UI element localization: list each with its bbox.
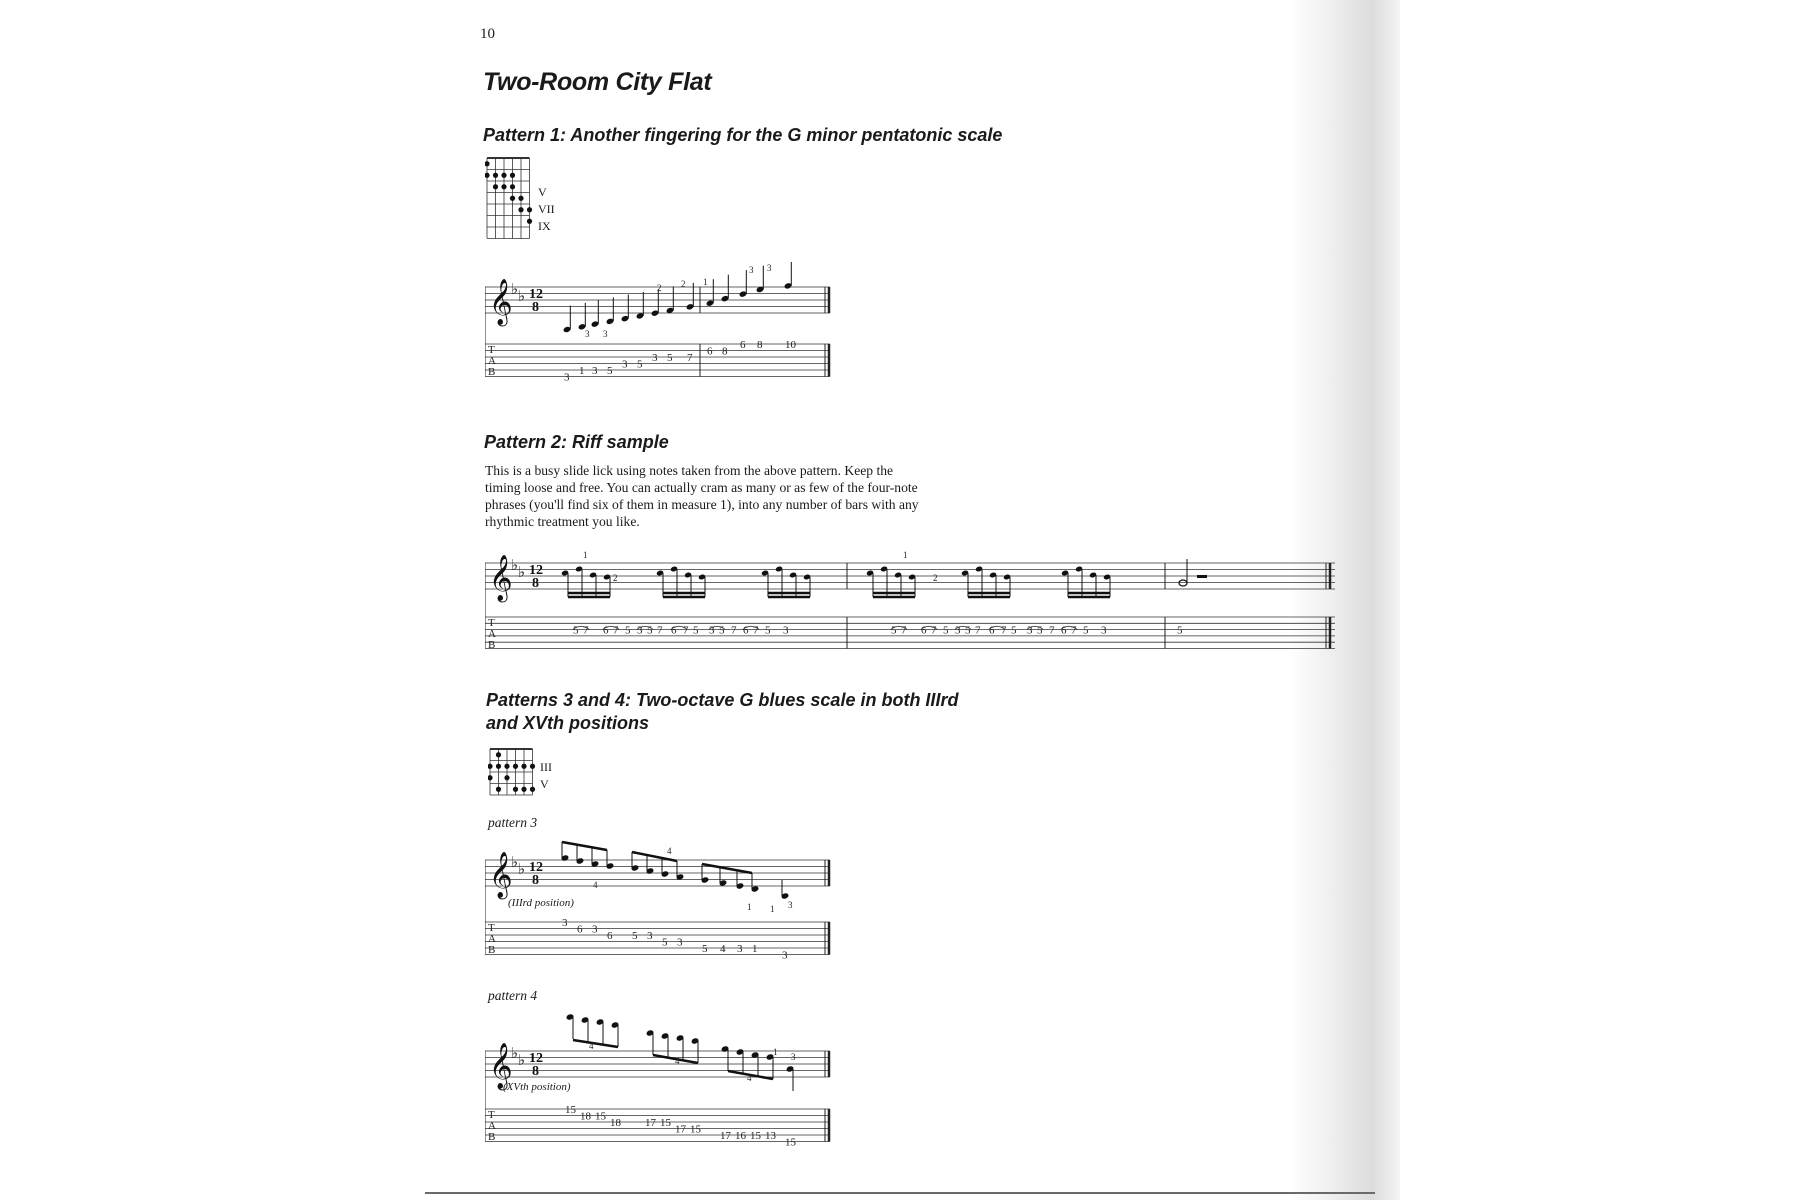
pattern1-tab-number: 6 xyxy=(707,345,713,358)
pattern1-tab-number: 3 xyxy=(592,365,598,377)
pattern4-tab-number: 17 xyxy=(645,1117,656,1129)
fretboard-dot xyxy=(488,775,493,780)
pattern3-tab-number: 3 xyxy=(647,930,653,942)
pattern4-beam xyxy=(573,1040,618,1047)
pattern4-tab-number: 18 xyxy=(610,1117,621,1129)
pattern4-tab-number: 16 xyxy=(735,1130,746,1142)
pattern2-time-signature-top: 12 xyxy=(529,563,543,578)
treble-clef: 𝄞 xyxy=(489,1043,513,1088)
pattern2-description-line: This is a busy slide lick using notes taken from the above pattern. Keep the xyxy=(485,463,894,478)
pattern4-caption: pattern 4 xyxy=(488,988,538,1003)
pattern2-tab-number: 7 xyxy=(975,624,981,637)
fretboard-dot xyxy=(518,196,523,201)
pattern2-fingering: 2 xyxy=(613,573,618,583)
pattern2-tab-number: 7 xyxy=(1071,624,1077,637)
fretboard-dot xyxy=(496,764,501,769)
fretboard-dot xyxy=(504,764,509,769)
page-title: Two-Room City Flat xyxy=(483,68,712,96)
pattern2-tab-number: 5 xyxy=(765,624,771,637)
pattern4-tab-number: 17 xyxy=(675,1123,686,1136)
pattern2-tab-number: 5 xyxy=(965,624,971,637)
pattern1-fret-label-ix: IX xyxy=(538,219,551,233)
fretboard-dot xyxy=(527,219,532,224)
pattern4-position-label: (XVth position) xyxy=(503,1081,571,1093)
tab-clef-letter: A xyxy=(488,1120,496,1132)
pattern1-tab-number: 8 xyxy=(757,339,763,351)
fretboard-dot xyxy=(493,173,498,178)
treble-clef: 𝄞 xyxy=(489,852,513,897)
pattern4-fingering: 1 xyxy=(773,1047,778,1057)
pattern3-caption: pattern 3 xyxy=(488,815,538,830)
pattern2-tab-number: 6 xyxy=(603,624,609,637)
pattern2-tab-number: 7 xyxy=(613,624,619,637)
tab-clef-letter: B xyxy=(488,366,496,378)
tab-clef-letter: A xyxy=(488,355,496,367)
pattern2-tab-number: 3 xyxy=(1027,624,1033,637)
pattern1-tab-number: 5 xyxy=(637,358,643,371)
treble-clef: 𝄞 xyxy=(489,555,513,600)
pattern1-tab-number: 10 xyxy=(785,339,796,351)
pattern2-description xyxy=(485,462,1045,530)
fretboard-dot xyxy=(501,184,506,189)
pattern2-tab-number: 5 xyxy=(693,624,699,637)
pattern3-time-signature-bottom: 8 xyxy=(532,873,539,888)
pattern1-tab-number: 3 xyxy=(622,358,628,371)
pattern3-position-label: (IIIrd position) xyxy=(508,897,574,909)
pattern2-tab-number: 6 xyxy=(921,624,927,637)
pattern1-tab-number: 3 xyxy=(652,352,658,364)
tab-clef-letter: T xyxy=(488,617,495,629)
fretboard-dot xyxy=(488,764,493,769)
fretboard-dot xyxy=(510,196,515,201)
pattern2-tab-number: 7 xyxy=(753,624,759,637)
fretboard-dot xyxy=(530,787,535,792)
treble-clef: 𝄞 xyxy=(489,279,513,324)
pattern1-tab-number: 3 xyxy=(564,371,570,384)
pattern4-time-signature-bottom: 8 xyxy=(532,1064,539,1079)
fretboard-dot xyxy=(518,207,523,212)
key-signature-flat: ♭ xyxy=(511,1046,519,1062)
pattern2-tab-number: 7 xyxy=(657,624,663,637)
key-signature-flat: ♭ xyxy=(518,289,526,305)
pattern2-fingering: 1 xyxy=(903,550,908,560)
fretboard-dot xyxy=(513,787,518,792)
fretboard-dot xyxy=(496,752,501,757)
pattern2-tab-number: 7 xyxy=(901,624,907,637)
pattern4-tab-number: 15 xyxy=(595,1110,606,1123)
pattern2-tab-number: 5 xyxy=(943,624,949,637)
pattern4-tab-number: 17 xyxy=(720,1130,731,1142)
pattern2-tab-number: 6 xyxy=(671,624,677,637)
pattern3-beam xyxy=(562,842,607,850)
pattern1-tab-number: 8 xyxy=(722,345,728,358)
pattern2-fingering: 2 xyxy=(933,573,938,583)
pattern3-tab-number: 3 xyxy=(592,923,598,936)
patterns34-heading-line1: Patterns 3 and 4: Two-octave G blues scale in both IIIrd xyxy=(486,690,959,710)
fretboard-dot xyxy=(513,764,518,769)
pattern3-tab-number: 4 xyxy=(720,943,726,955)
pattern1-tab-number: 5 xyxy=(667,352,673,364)
tab-clef-letter: T xyxy=(488,922,495,934)
fretboard-dot xyxy=(501,173,506,178)
pattern2-tab-number: 7 xyxy=(683,624,689,637)
pattern2-tab-number: 5 xyxy=(719,624,725,637)
pattern4-fingering: 3 xyxy=(791,1052,796,1062)
pattern3-tab-number: 5 xyxy=(632,930,638,942)
fretboard-dot xyxy=(504,775,509,780)
pattern2-notation xyxy=(485,545,1340,660)
pattern2-fingering: 1 xyxy=(583,550,588,560)
fretboard-dot xyxy=(521,787,526,792)
pattern1-fingering: 3 xyxy=(767,263,772,273)
page-bottom-edge xyxy=(425,1192,1375,1194)
pattern3-tab-number: 3 xyxy=(562,917,568,929)
pattern4-tab-number: 13 xyxy=(765,1130,776,1142)
pattern1-fret-label-vii: VII xyxy=(538,202,555,216)
fretboard-dot xyxy=(496,787,501,792)
pattern2-tab-number: 5 xyxy=(1177,624,1183,637)
pattern3-tab-number: 6 xyxy=(607,930,613,942)
fretboard-dot xyxy=(527,207,532,212)
tab-clef-letter: B xyxy=(488,944,496,956)
key-signature-flat: ♭ xyxy=(511,558,519,574)
pattern2-tab-number: 5 xyxy=(625,624,631,637)
tab-clef-letter: B xyxy=(488,639,496,651)
pattern3-fingering: 4 xyxy=(667,846,672,856)
pattern3-tab-number: 6 xyxy=(577,923,583,936)
pattern2-rest xyxy=(1197,575,1207,578)
pattern2-tab-number: 5 xyxy=(573,624,579,637)
pattern2-time-signature-bottom: 8 xyxy=(532,576,539,591)
pattern2-tab-number: 3 xyxy=(955,624,961,637)
pattern2-tab-number: 7 xyxy=(583,624,589,637)
key-signature-flat: ♭ xyxy=(511,855,519,871)
pattern1-notation xyxy=(485,262,835,387)
fretboard-dot xyxy=(510,184,515,189)
pattern2-tab-number: 5 xyxy=(647,624,653,637)
pattern1-fingering: 2 xyxy=(657,283,662,293)
pattern3-tab-number: 3 xyxy=(677,936,683,949)
key-signature-flat: ♭ xyxy=(518,565,526,581)
pattern1-time-signature-top: 12 xyxy=(529,287,543,302)
pattern2-tab-number: 7 xyxy=(1001,624,1007,637)
pattern1-tab-number: 6 xyxy=(740,339,746,351)
patterns34-fret-label-v: V xyxy=(540,777,549,791)
pattern1-fingering: 2 xyxy=(681,279,686,289)
pattern1-tab-number: 1 xyxy=(579,365,585,377)
pattern3-tab-number: 5 xyxy=(662,936,668,949)
pattern2-tab-number: 5 xyxy=(1011,624,1017,637)
pattern3-fingering: 3 xyxy=(788,900,793,910)
pattern2-tab-number: 5 xyxy=(1083,624,1089,637)
fretboard-dot xyxy=(510,173,515,178)
tab-clef-letter: A xyxy=(488,933,496,945)
tab-clef-letter: T xyxy=(488,344,495,356)
pattern1-time-signature-bottom: 8 xyxy=(532,300,539,315)
tab-clef-letter: B xyxy=(488,1131,496,1143)
pattern2-tab-number: 6 xyxy=(1061,624,1067,637)
pattern1-fingering: 3 xyxy=(585,329,590,339)
fretboard-dot xyxy=(485,173,490,178)
pattern2-tab-number: 3 xyxy=(783,624,789,637)
pattern4-tab-number: 18 xyxy=(580,1110,591,1123)
pattern4-tab-number: 15 xyxy=(750,1130,761,1142)
pattern2-tab-number: 7 xyxy=(1049,624,1055,637)
pattern2-tab-number: 5 xyxy=(1037,624,1043,637)
pattern2-description-line: rhythmic treatment you like. xyxy=(485,514,640,529)
key-signature-flat: ♭ xyxy=(511,282,519,298)
pattern1-heading: Pattern 1: Another fingering for the G minor pentatonic scale xyxy=(483,125,1003,145)
patterns34-heading-line2: and XVth positions xyxy=(486,713,650,733)
patterns34-fretboard-diagram xyxy=(488,743,548,803)
pattern2-tab-number: 7 xyxy=(931,624,937,637)
pattern2-tab-number: 6 xyxy=(743,624,749,637)
pattern3-tab-number: 5 xyxy=(702,943,708,955)
pattern2-tab-number: 6 xyxy=(989,624,995,637)
pattern3-fingering: 1 xyxy=(770,904,775,914)
pattern1-tab-number: 7 xyxy=(687,352,693,364)
pattern4-fingering: 4 xyxy=(589,1041,594,1051)
pattern3-tab-number: 3 xyxy=(737,943,743,955)
pattern3-fingering: 1 xyxy=(747,902,752,912)
pattern2-final-note xyxy=(1179,580,1187,586)
fretboard-dot xyxy=(485,161,490,166)
pattern4-tab-number: 15 xyxy=(690,1123,701,1136)
pattern2-tab-number: 3 xyxy=(1101,624,1107,637)
pattern1-fretboard-diagram xyxy=(485,152,565,247)
pattern2-tab-number: 5 xyxy=(891,624,897,637)
patterns34-fret-label-iii: III xyxy=(540,760,552,774)
key-signature-flat: ♭ xyxy=(518,1053,526,1069)
pattern4-tab-number: 15 xyxy=(785,1136,796,1148)
page-number: 10 xyxy=(480,26,495,42)
pattern2-tab-number: 7 xyxy=(731,624,737,637)
pattern3-tab-number: 3 xyxy=(782,949,788,962)
pattern1-fingering: 3 xyxy=(603,329,608,339)
pattern4-fingering: 4 xyxy=(675,1056,680,1066)
pattern2-tab-number: 3 xyxy=(709,624,715,637)
pattern2-heading: Pattern 2: Riff sample xyxy=(484,432,669,452)
pattern3-beam xyxy=(702,864,752,873)
tab-clef-letter: T xyxy=(488,1109,495,1121)
pattern1-tab-number: 5 xyxy=(607,365,613,377)
key-signature-flat: ♭ xyxy=(518,862,526,878)
pattern4-fingering: 4 xyxy=(747,1073,752,1083)
fretboard-dot xyxy=(530,764,535,769)
pattern4-time-signature-top: 12 xyxy=(529,1051,543,1066)
fretboard-dot xyxy=(521,764,526,769)
pattern3-tab-number: 1 xyxy=(752,943,758,955)
pattern3-fingering: 4 xyxy=(593,880,598,890)
pattern2-tab-number: 3 xyxy=(637,624,643,637)
fretboard-dot xyxy=(493,184,498,189)
pattern3-time-signature-top: 12 xyxy=(529,860,543,875)
pattern4-tab-number: 15 xyxy=(660,1117,671,1129)
pattern2-description-line: phrases (you'll find six of them in measure 1), into any number of bars with any xyxy=(485,497,919,512)
pattern1-fingering: 3 xyxy=(749,265,754,275)
pattern2-description-line: timing loose and free. You can actually cram as many or as few of the four-note xyxy=(485,480,918,495)
pattern1-fret-label-v: V xyxy=(538,185,547,199)
tab-clef-letter: A xyxy=(488,628,496,640)
pattern4-tab-number: 15 xyxy=(565,1104,576,1116)
pattern1-fingering: 1 xyxy=(703,277,708,287)
